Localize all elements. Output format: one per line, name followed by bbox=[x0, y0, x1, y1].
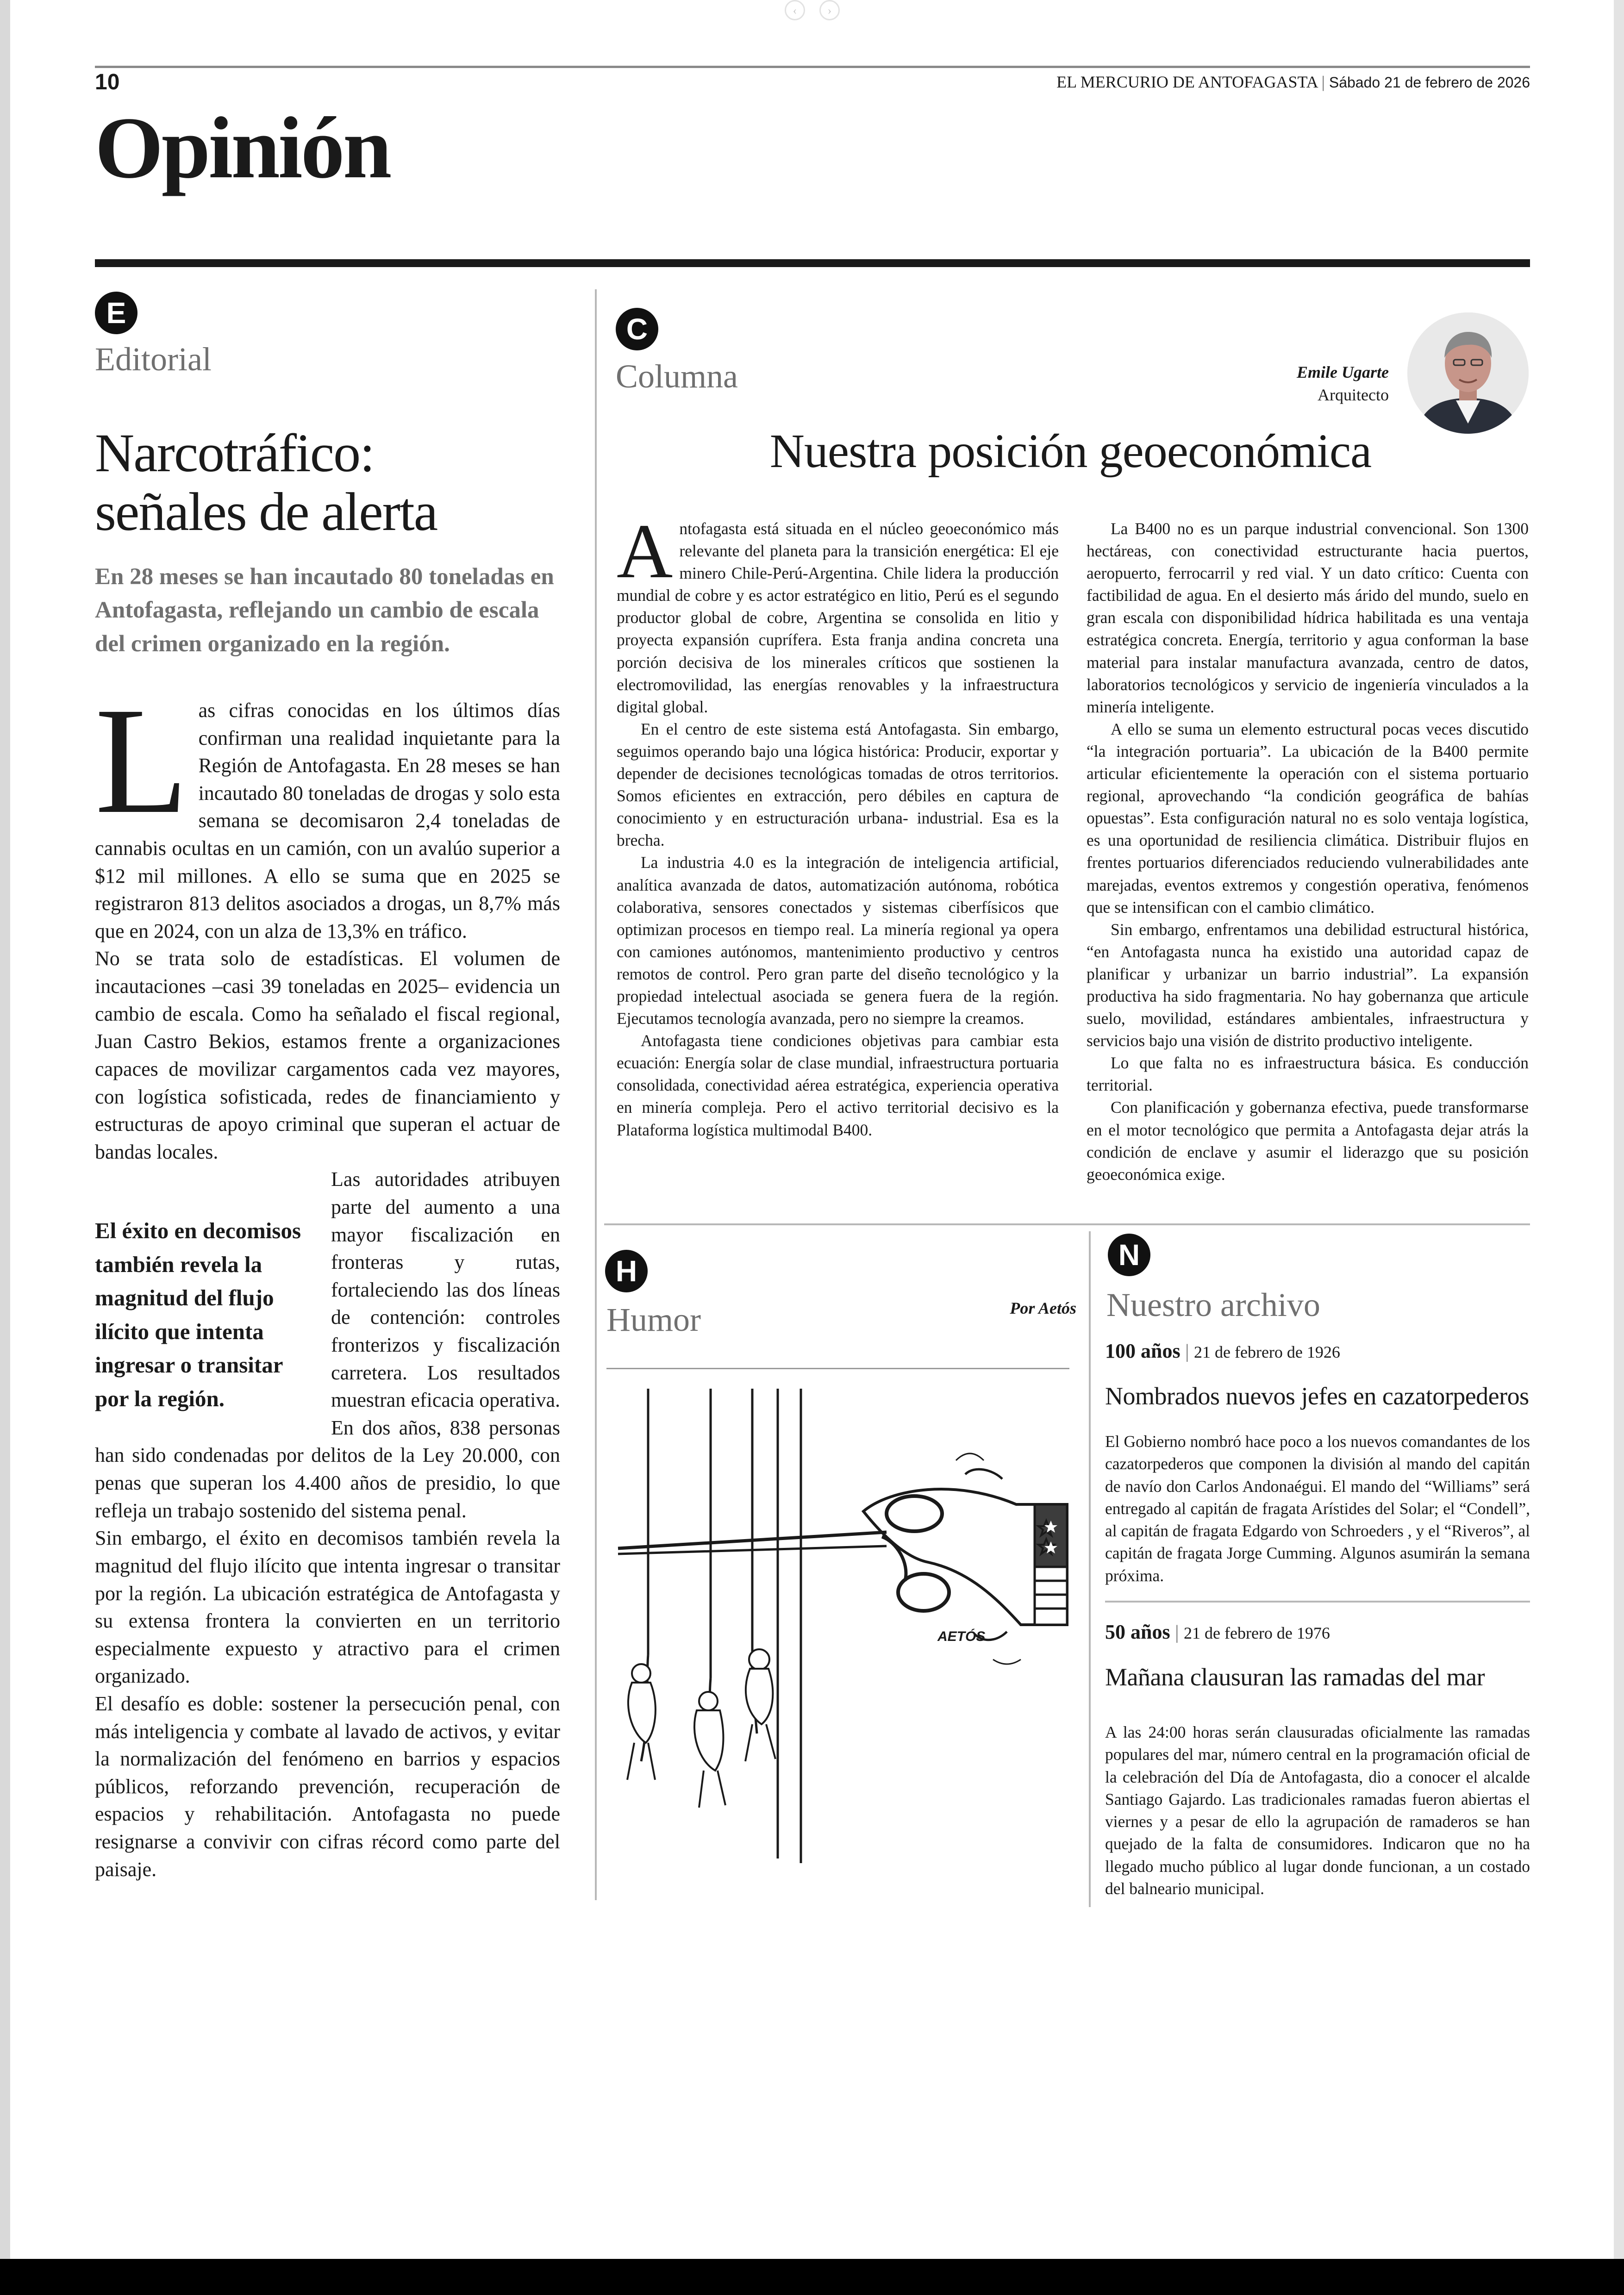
column-dropcap: A bbox=[617, 508, 673, 594]
editorial-paragraph: Las autoridades atribuyen parte del aumento a una mayor fiscalización en fronteras y rutas, fortaleciendo las dos líneas de contención: controles fronterizos y fiscalización carretera. Los resultados muestran eficacia operativa. En dos años, 838 personas han sido condenadas por delitos de la Ley 20.000, con penas que superan los 4.400 años de presidio, lo que refleja un trabajo sostenido del sistema penal. bbox=[95, 1168, 560, 1522]
left-page-edge bbox=[0, 0, 10, 2259]
page-number: 10 bbox=[95, 70, 120, 94]
chevron-right-icon: › bbox=[827, 4, 832, 17]
editorial-paragraph: No se trata solo de estadísticas. El volumen de incautaciones –casi 39 toneladas en 2025– evidencia un cambio de escala. Como ha señalado el fiscal regional, Juan Castro Bekios, estamos frente a organizaciones capaces de movilizar cargamentos cada vez mayores, con logística sofisticada, redes de financiamiento y estructuras de apoyo criminal que superan el actuar de bandas locales. bbox=[95, 947, 560, 1163]
editorial-paragraph bbox=[95, 676, 560, 945]
cartoon-drawing bbox=[604, 1382, 1076, 1872]
editorial-paragraph: Sin embargo, el éxito en decomisos también revela la magnitud del flujo ilícito que intenta ingresar o transitar por la región. La ubicación estratégica de Antofagasta y su extensa frontera la convierten en un territorio especialmente expuesto y atractivo para el crimen organizado. bbox=[95, 1527, 560, 1688]
column-paragraph: A ello se suma un elemento estructural pocas veces discutido “la integración portuaria”. La ubicación de la B400 permite articular eficientemente la operación con el sistema portuario regional, aprovechando “la condición geográfica de bahías opuestas”. Esta configuración natural no es solo ventaja logística, es una oportunidad de resiliencia climática. Distribuir flujos en frentes portuarios diferenciados reduciendo vulnerabilidades ante marejadas, eventos extremos y congestión operativa, fenómenos que se intensifican con el cambio climático. bbox=[1087, 719, 1529, 917]
editorial-headline bbox=[95, 424, 562, 542]
humor-label: Humor bbox=[606, 1301, 701, 1338]
column-paragraph: La industria 4.0 es la integración de inteligencia artificial, analítica avanzada de datos, automatización autónoma, robótica colaborativa, sensores conectados y sistemas ciberfísicos que optimizan procesos en tiempo real. La minería regional ya opera con camiones autónomos, mantenimiento productivo y centros remotos de control. Pero gran parte del diseño tecnológico y la propiedad intelectual asociada se genera fuera de la región. Ejecutamos tecnología avanzada, pero no siempre la creamos. bbox=[617, 853, 1059, 1028]
editorial-body bbox=[95, 676, 560, 1883]
editorial-label: Editorial bbox=[95, 341, 212, 378]
section-rule bbox=[95, 259, 1530, 267]
editorial-paragraph: El desafío es doble: sostener la persecución penal, con más inteligencia y combate al lavado de activos, y evitar la normalización del fenómeno en barrios y espacios públicos, reforzando prevención, recuperación de espacios y rehabilitación. Antofagasta no puede resignarse a convivir con cifras récord como parte del paisaje. bbox=[95, 1692, 560, 1881]
divider-editorial-column bbox=[595, 289, 597, 1900]
right-page-edge bbox=[1614, 0, 1624, 2259]
editorial-headline-line2: señales de alerta bbox=[95, 481, 437, 543]
humor-byline: Por Aetós bbox=[1010, 1299, 1076, 1317]
column-text-right bbox=[1087, 518, 1529, 1185]
section-title: Opinión bbox=[95, 100, 390, 197]
archive-item-2-headline: Mañana clausuran las ramadas del mar bbox=[1105, 1663, 1485, 1691]
masthead-paper: EL MERCURIO DE ANTOFAGASTA bbox=[1056, 73, 1318, 91]
dateline-separator: | bbox=[1185, 1341, 1189, 1362]
author-role: Arquitecto bbox=[1318, 385, 1389, 404]
column-paragraph: Lo que falta no es infraestructura básica. Es conducción territorial. bbox=[1087, 1054, 1529, 1095]
author-name: Emile Ugarte bbox=[1297, 363, 1389, 381]
archive-badge: N bbox=[1108, 1234, 1150, 1276]
header-rule bbox=[95, 66, 1530, 68]
column-paragraph: La B400 no es un parque industrial convencional. Son 1300 hectáreas, con conectividad estructurante hacia puertos, aeropuerto, ferrocarril y red vial. Y un dato crítico: Cuenta con factibilidad de agua. En el desierto más árido del mundo, suelo en gran escala con disponibilidad hídrica habilitada es una ventaja estratégica concreta. Energía, territorio y agua conforman la base material para instalar manufactura avanzada, centro de datos, laboratorios tecnológicos y servicio de ingeniería vinculados a la minería inteligente. bbox=[1087, 519, 1529, 716]
archive-item-2-date: 21 de febrero de 1976 bbox=[1184, 1624, 1330, 1642]
humor-badge: H bbox=[605, 1250, 648, 1292]
column-paragraph: Sin embargo, enfrentamos una debilidad estructural histórica, “en Antofagasta nunca ha existido una autoridad capaz de planificar y urbanizar un barrio industrial”. La expansión productiva ha sido fragmentaria. No hay gobernanza que articule suelo, movilidad, estándares ambientales, infraestructura y servicios bajo una visión de distrito productivo inteligente. bbox=[1087, 920, 1529, 1050]
editorial-dropcap: L bbox=[95, 676, 188, 845]
humor-cartoon bbox=[604, 1382, 1076, 1872]
column-label: Columna bbox=[616, 358, 738, 395]
archive-item-1-date: 21 de febrero de 1926 bbox=[1194, 1343, 1340, 1361]
archive-item-1-years: 100 años bbox=[1105, 1340, 1181, 1362]
author-portrait-image bbox=[1407, 312, 1529, 434]
column-text-left bbox=[617, 508, 1059, 1141]
column-paragraph: En el centro de este sistema está Antofagasta. Sin embargo, seguimos operando bajo una lógica histórica: Producir, exportar y depender de decisiones tecnológicas tomadas de otros territorios. Somos eficientes en extracción, pero débiles en captura de conocimiento y en estructuración urbana- industrial. Esa es la brecha. bbox=[617, 719, 1059, 850]
editorial-badge: E bbox=[95, 292, 137, 334]
viewer-bottom-bar bbox=[0, 2259, 1624, 2295]
dateline-separator: | bbox=[1175, 1622, 1179, 1643]
column-headline: Nuestra posición geoeconómica bbox=[769, 424, 1372, 478]
editorial-deck: En 28 meses se han incautado 80 toneladas en Antofagasta, reflejando un cambio de escala del crimen organizado en la región. bbox=[95, 564, 554, 657]
archive-item-2-years: 50 años bbox=[1105, 1621, 1170, 1643]
column-paragraph bbox=[617, 508, 1059, 718]
divider-humor-archive bbox=[1089, 1231, 1091, 1907]
chevron-left-icon: ‹ bbox=[793, 4, 797, 17]
prev-page-button[interactable] bbox=[785, 0, 805, 20]
archive-divider bbox=[1105, 1601, 1530, 1603]
archive-item-1-headline: Nombrados nuevos jefes en cazatorpederos bbox=[1105, 1382, 1529, 1410]
editorial-p1-text: as cifras conocidas en los últimos días confirman una realidad inquietante para la Región de Antofagasta. En 28 meses se han incautado 80 toneladas de drogas y solo esta semana se decomisaron 2,4 toneladas de cannabis ocultas en un camión, con un avalúo superior a $12 mil millones. A ello se suma que en 2025 se registraron 813 delitos asociados a drogas, un 8,7% más que en 2024, con un alza de 13,3% en tráfico. bbox=[95, 699, 560, 942]
masthead-separator: | bbox=[1321, 73, 1325, 91]
masthead bbox=[880, 72, 1530, 92]
column-author bbox=[1213, 361, 1389, 406]
editorial-pullquote: El éxito en decomisos también revela la magnitud del flujo ilícito que intenta ingresar o transitar por la región. bbox=[95, 1218, 301, 1411]
column-paragraph: Antofagasta tiene condiciones objetivas para cambiar esta ecuación: Energía solar de clase mundial, infraestructura portuaria consolidada, conectividad aérea estratégica, experiencia operativa en minería compleja. Pero el activo territorial decisivo es la Plataforma logística multimodal B400. bbox=[617, 1031, 1059, 1139]
column-badge: C bbox=[616, 308, 658, 350]
archive-item-1-body: El Gobierno nombró hace poco a los nuevos comandantes de los cazatorpederos que componen la división al mando del capitán de navío don Carlos Andonaégui. El mando del “Williams” será entregado al capitán de fragata Arístides del Solar; el “Condell”, al capitán de fragata Edgardo von Schroeders , y el “Riveros”, al capitán de fragata Jorge Cumming. Algunos asumirán la semana próxima. bbox=[1105, 1432, 1530, 1585]
cartoon-signature: AETÓS bbox=[937, 1629, 986, 1644]
editorial-headline-line1: Narcotráfico: bbox=[95, 423, 374, 483]
archive-item-2-body: A las 24:00 horas serán clausuradas oficialmente las ramadas populares del mar, número central en la programación oficial de la celebración del Día de Antofagasta, dio a conocer el alcalde Santiago Gajardo. Las tradicionales ramadas fueron abiertas el viernes y a pesar de ello la agrupación de ramaderos se han quejado de la falta de consumidores. Indicaron que no ha llegado mucho público al lugar donde funcionan, a un costado del balneario municipal. bbox=[1105, 1723, 1530, 1898]
humor-rule bbox=[606, 1368, 1069, 1369]
archive-item-2-dateline bbox=[1105, 1620, 1330, 1644]
archive-item-1-dateline bbox=[1105, 1339, 1340, 1363]
next-page-button[interactable] bbox=[819, 0, 840, 20]
column-paragraph: Con planificación y gobernanza efectiva, puede transformarse en el motor tecnológico que permita a Antofagasta dejar atrás la condición de enclave y asumir el liderazgo que su posición geoeconómica exige. bbox=[1087, 1098, 1529, 1184]
masthead-date: Sábado 21 de febrero de 2026 bbox=[1329, 74, 1530, 91]
column-p1-text: ntofagasta está situada en el núcleo geoeconómico más relevante del planeta para la transición energética: El eje minero Chile-Perú-Argentina. Chile lidera la producción mundial de cobre y es actor estratégico en litio, Perú es el segundo productor global de cobre, Argentina se consolida en litio y proyecta expansión cuprífera. Esta franja andina concreta una porción decisiva de los minerales críticos que sostienen la electromovilidad, las energías renovables y la infraestructura digital global. bbox=[617, 519, 1059, 716]
divider-column-bottom bbox=[604, 1223, 1530, 1225]
archive-label: Nuestro archivo bbox=[1106, 1286, 1320, 1323]
author-portrait bbox=[1407, 312, 1529, 434]
